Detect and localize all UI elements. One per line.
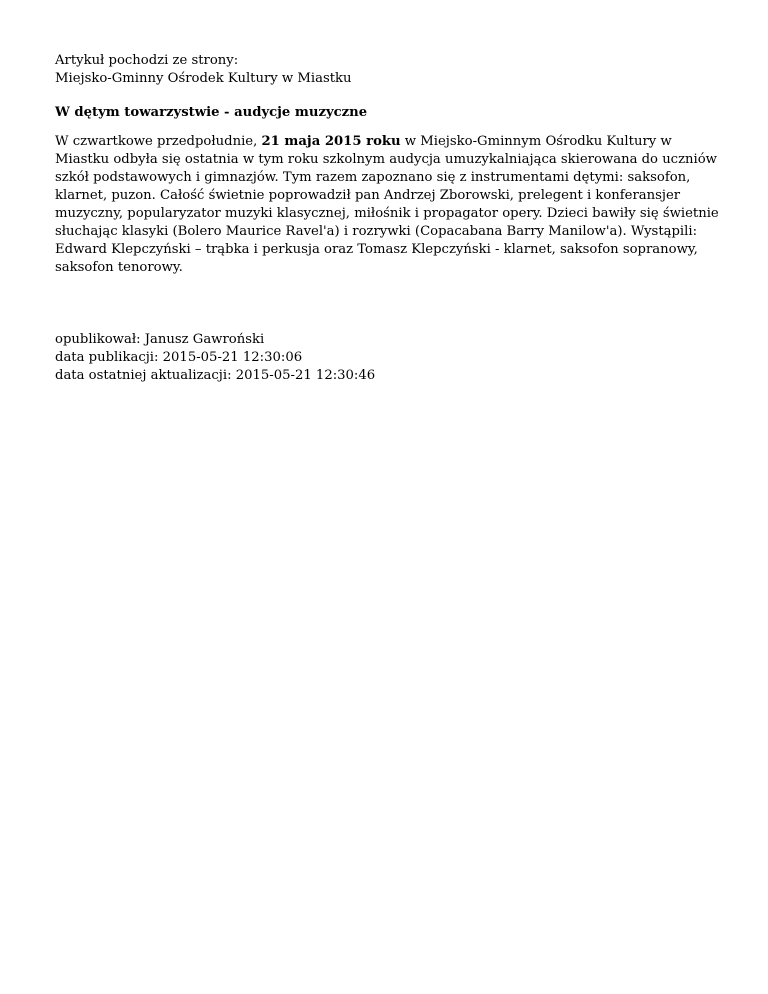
publication-date-line: data publikacji: 2015-05-21 12:30:06: [55, 350, 303, 365]
article-date-highlight: 21 maja 2015 roku: [261, 134, 401, 149]
source-site-name: Miejsko-Gminny Ośrodek Kultury w Miastku: [55, 71, 352, 86]
article-body-intro: W czwartkowe przedpołudnie,: [55, 134, 262, 149]
source-label: Artykuł pochodzi ze strony:: [55, 53, 239, 68]
article-title: W dętym towarzystwie - audycje muzyczne: [55, 105, 368, 120]
author-line: opublikował: Janusz Gawroński: [55, 332, 265, 347]
source-info: [55, 52, 728, 88]
article-body-text: w Miejsko-Gminnym Ośrodku Kultury w Miastku odbyła się ostatnia w tym roku szkolnym audycja umuzykalniająca skierowana do uczniów szkół podstawowych i gimnazjów. Tym razem zapoznano się z instrumentami dętymi: saksofon, klarnet, puzon. Całość świetnie poprowadził pan Andrzej Zborowski, prelegent i konferansjer muzyczny, popularyzator muzyki klasycznej, miłośnik i propagator opery. Dzieci bawiły się świetnie słuchając klasyki (Bolero Maurice Ravel'a) i rozrywki (Copacabana Barry Manilow'a). Wystąpili: Edward Klepczyński – trąbka i perkusja oraz Tomasz Klepczyński - klarnet, saksofon sopranowy, saksofon tenorowy.: [55, 134, 719, 275]
update-date-line: data ostatniej aktualizacji: 2015-05-21 12:30:46: [55, 368, 376, 383]
article-body: [55, 133, 720, 277]
publication-meta: [55, 331, 728, 385]
